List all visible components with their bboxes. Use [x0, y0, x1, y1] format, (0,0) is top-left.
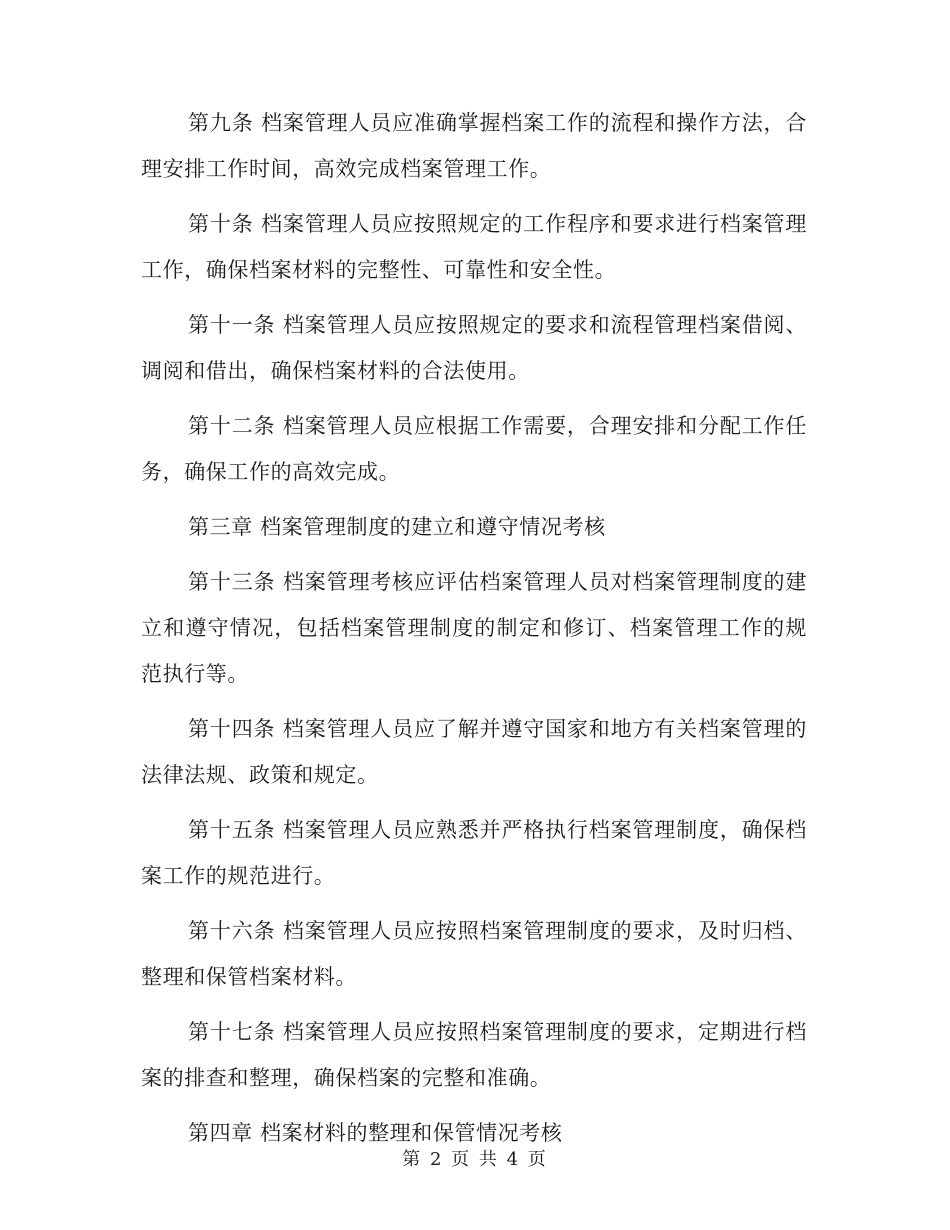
- chapter-heading-4: 第四章 档案材料的整理和保管情况考核: [188, 1121, 563, 1145]
- paragraph-article-15: 第十五条 档案管理人员应熟悉并严格执行档案管理制度，确保档案工作的规范进行。: [141, 818, 807, 888]
- paragraph-article-11: 第十一条 档案管理人员应按照规定的要求和流程管理档案借阅、调阅和借出，确保档案材料的合法使用。: [141, 313, 807, 383]
- paragraph-article-12: 第十二条 档案管理人员应根据工作需要，合理安排和分配工作任务，确保工作的高效完成。: [141, 414, 807, 484]
- document-body: [141, 100, 807, 1165]
- page-number-footer: 第 2 页 共 4 页: [402, 1149, 548, 1170]
- paragraph-article-9: 第九条 档案管理人员应准确掌握档案工作的流程和操作方法，合理安排工作时间，高效完成档案管理工作。: [141, 111, 807, 181]
- paragraph-article-10: 第十条 档案管理人员应按照规定的工作程序和要求进行档案管理工作，确保档案材料的完整性、可靠性和安全性。: [141, 212, 807, 282]
- paragraph-article-17: 第十七条 档案管理人员应按照档案管理制度的要求，定期进行档案的排查和整理，确保档案的完整和准确。: [141, 1020, 807, 1090]
- chapter-heading-3: 第三章 档案管理制度的建立和遵守情况考核: [188, 515, 606, 539]
- paragraph-article-16: 第十六条 档案管理人员应按照档案管理制度的要求，及时归档、整理和保管档案材料。: [141, 919, 807, 989]
- paragraph-article-13: 第十三条 档案管理考核应评估档案管理人员对档案管理制度的建立和遵守情况，包括档案管理制度的制定和修订、档案管理工作的规范执行等。: [141, 570, 807, 686]
- paragraph-article-14: 第十四条 档案管理人员应了解并遵守国家和地方有关档案管理的法律法规、政策和规定。: [141, 717, 807, 787]
